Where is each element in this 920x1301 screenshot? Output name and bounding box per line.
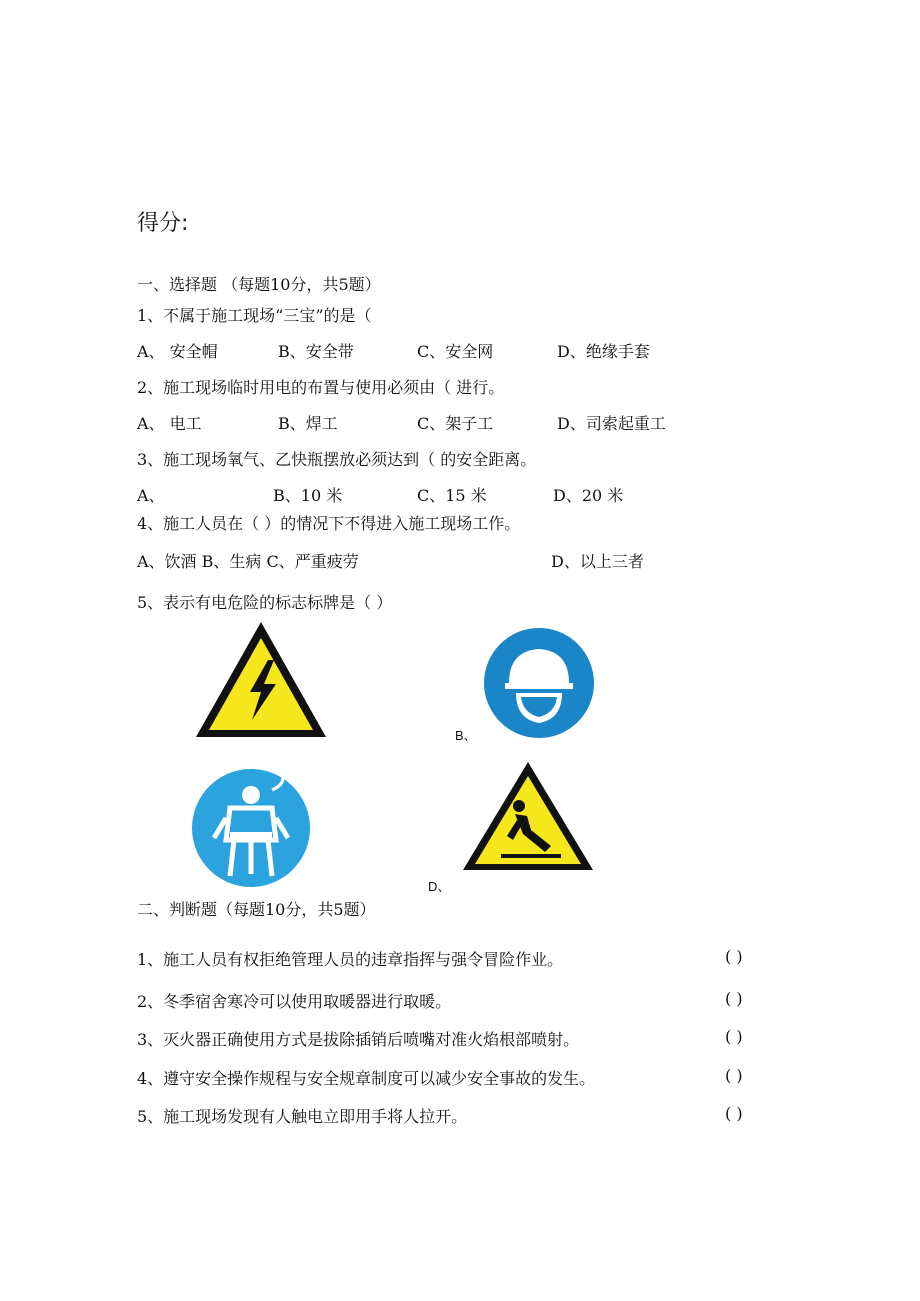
helmet-mandatory-sign-icon	[483, 627, 595, 739]
question-1: 1、不属于施工现场“三宝”的是（	[137, 306, 372, 325]
section-title-true-false: 二、判断题（每题10分，共5题）	[137, 900, 376, 919]
tf-item-3: 3、灭火器正确使用方式是拔除插销后喷嘴对准火焰根部喷射。	[137, 1030, 580, 1049]
q2-option-a: A、 电工	[137, 414, 202, 433]
q4-option-abc: A、饮酒 B、生病 C、严重疲劳	[137, 552, 359, 571]
safety-harness-sign-icon	[190, 768, 312, 888]
sign-d-label: D、	[428, 879, 451, 894]
q3-option-a: A、	[137, 486, 165, 505]
q4-option-d: D、以上三者	[551, 552, 644, 571]
q3-option-b: B、10 米	[273, 486, 343, 505]
tf-item-4: 4、遵守安全操作规程与安全规章制度可以减少安全事故的发生。	[137, 1069, 596, 1088]
fall-hazard-sign-icon	[461, 760, 595, 872]
q1-option-b: B、安全带	[278, 342, 354, 361]
question-3: 3、施工现场氧气、乙快瓶摆放必须达到（ 的安全距离。	[137, 450, 537, 469]
q2-option-d: D、司索起重工	[557, 414, 666, 433]
tf-answer-blank-2[interactable]: ( )	[725, 989, 743, 1008]
q1-option-c: C、安全网	[417, 342, 494, 361]
q3-option-c: C、15 米	[417, 486, 487, 505]
question-2: 2、施工现场临时用电的布置与使用必须由（ 进行。	[137, 378, 505, 397]
tf-answer-blank-3[interactable]: ( )	[725, 1027, 743, 1046]
tf-answer-blank-4[interactable]: ( )	[725, 1066, 743, 1085]
q3-option-d: D、20 米	[553, 486, 624, 505]
sign-b-label: B、	[455, 728, 477, 743]
question-4: 4、施工人员在（ ）的情况下不得进入施工现场工作。	[137, 514, 521, 533]
tf-answer-blank-5[interactable]: ( )	[725, 1104, 743, 1123]
tf-item-2: 2、冬季宿舍寒冷可以使用取暖器进行取暖。	[137, 992, 452, 1011]
tf-answer-blank-1[interactable]: ( )	[725, 947, 743, 966]
tf-item-5: 5、施工现场发现有人触电立即用手将人拉开。	[137, 1107, 468, 1126]
q1-option-a: A、 安全帽	[137, 342, 218, 361]
q1-option-d: D、绝缘手套	[557, 342, 650, 361]
question-5: 5、表示有电危险的标志标牌是（ ）	[137, 593, 393, 612]
tf-item-1: 1、施工人员有权拒绝管理人员的违章指挥与强令冒险作业。	[137, 950, 564, 969]
q2-option-b: B、焊工	[278, 414, 338, 433]
q2-option-c: C、架子工	[417, 414, 494, 433]
electric-hazard-sign-icon	[194, 620, 328, 740]
score-label: 得分:	[137, 211, 189, 236]
section-title-choice: 一、选择题 （每题10分，共5题）	[137, 275, 381, 294]
